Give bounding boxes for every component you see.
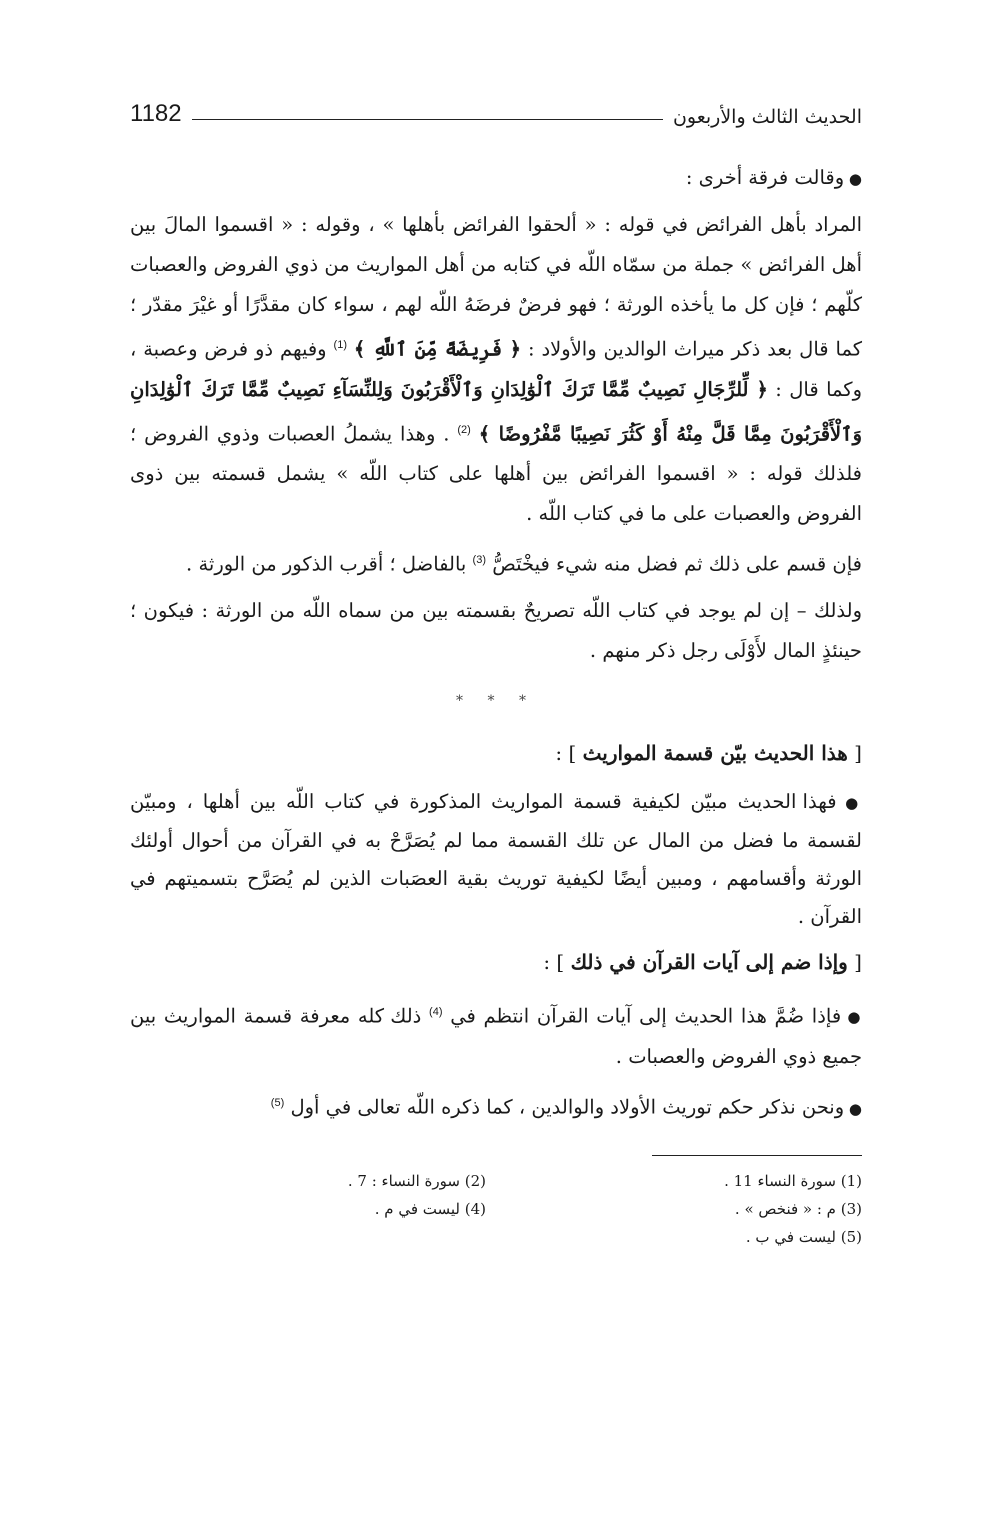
running-title: الحديث الثالث والأربعون	[672, 106, 862, 128]
paragraph-combined	[130, 992, 862, 1078]
section-heading: [ وإذا ضم إلى آيات القرآن في ذلك ] :	[543, 949, 862, 974]
heading-text: هذا الحديث بيّن قسمة المواريث	[582, 740, 848, 765]
paragraph-intro	[130, 158, 862, 199]
paragraph-therefore	[130, 591, 862, 671]
quran-verse: ﴿ فَرِيضَةً مِّنَ ٱللَّهِ ﴾	[353, 337, 522, 361]
paragraph-text: المراد بأهل الفرائض في قوله : « ألحقوا الفرائض بأهلها » ، وقوله : « اقسموا المالَ بين أهل الفرائض » جملة من سمّاه اللّه في كتابه من أهل المواريث من ذوي الفروض والعصبات كلّهم ؛ فإن كل ما يأخذه الورثة ؛ فهو فرضٌ فرضَهُ اللّه لهم ، سواء كان مقدَّرًا أو غيْرَ مقدّر ؛ كما قال بعد ذكر ميراث الوالدين والأولاد :	[130, 213, 863, 361]
header-rule	[192, 119, 663, 120]
paragraph-next	[130, 1083, 862, 1129]
paragraph-text: وقالت فرقة أخرى :	[685, 166, 845, 189]
footnote-ref: (4)	[429, 1005, 443, 1018]
section-separator: * * *	[456, 692, 536, 709]
running-header	[130, 88, 862, 128]
paragraph-surplus	[130, 540, 862, 585]
footnote-item: (4) ليست في م .	[374, 1199, 486, 1218]
footnote-item: (3) م : « فنخص » .	[734, 1199, 862, 1218]
footnote-ref: (2)	[457, 423, 471, 436]
footnote-ref: (1)	[333, 339, 347, 351]
paragraph-text: ونحن نذكر حكم توريث الأولاد والوالدين ، كما ذكره اللّه تعالى في أول	[290, 1095, 845, 1119]
book-page	[130, 88, 862, 1488]
heading-text: وإذا ضم إلى آيات القرآن في ذلك	[570, 949, 848, 974]
footnotes	[130, 1170, 862, 1248]
section-heading: [ هذا الحديث بيّن قسمة المواريث ] :	[555, 740, 862, 765]
footnote-ref: (3)	[472, 554, 486, 566]
paragraph-text: ذلك كله معرفة قسمة المواريث بين جميع ذوي الفروض والعصبات .	[130, 1004, 862, 1068]
paragraph-text: . وهذا يشملُ العصبات وذوي الفروض ؛ فلذلك قوله : « اقسموا الفرائض بين أهلها على كتاب اللّه » يشمل قسمته بين ذوى الفروض والعصبات على ما في كتاب اللّه .	[130, 422, 862, 525]
paragraph-text: فهذا الحديث مبيّن لكيفية قسمة المواريث المذكورة في كتاب اللّه بين أهلها ، ومبيّن لقسمة ما فضل من المال عن تلك القسمة مما لم يُصَرَّحْ به في القرآن من أحوال أولئك الورثة وأقسامهم ، ومبين أيضًا لكيفية توريث بقية العصَبات الذين لم يُصَرَّح بتسميتهم في القرآن .	[130, 789, 862, 928]
footnote-divider	[652, 1155, 862, 1156]
footnote-ref: (5)	[270, 1097, 285, 1109]
paragraph-text: فإن قسم على ذلك ثم فضل منه شيء فيخْتَصُّ	[492, 552, 862, 576]
paragraph-text: وفيهم ذو فرض وعصبة ، وكما قال :	[130, 337, 862, 401]
footnote-item: (5) ليست في ب .	[745, 1227, 862, 1246]
footnote-item: (2) سورة النساء : 7 .	[347, 1171, 486, 1190]
footnote-item: (1) سورة النساء 11 .	[724, 1171, 862, 1190]
paragraph-main	[130, 205, 862, 534]
paragraph-text: بالفاضل ؛ أقرب الذكور من الورثة .	[186, 552, 467, 576]
page-number: 1182	[130, 100, 182, 127]
quran-verse: ﴿ لِّلرِّجَالِ نَصِيبٌ مِّمَّا تَرَكَ ٱلْوَٰلِدَانِ وَٱلْأَقْرَبُونَ وَلِلنِّسَآءِ نَصِيبٌ مِّمَّا تَرَكَ ٱلْوَٰلِدَانِ وَٱلْأَقْرَبُونَ مِمَّا قَلَّ مِنْهُ أَوْ كَثُرَ نَصِيبًا مَّفْرُوضًا ﴾	[130, 377, 862, 445]
paragraph-text: فإذا ضُمَّ هذا الحديث إلى آيات القرآن انتظم في	[450, 1004, 842, 1027]
paragraph-text: ولذلك – إن لم يوجد في كتاب اللّه تصريحٌ بقسمته بين من سماه اللّه من الورثة : فيكون ؛ حينئذٍ المال لأَوْلَى رجل ذكر منهم .	[130, 598, 862, 662]
paragraph-explanation	[130, 783, 862, 936]
